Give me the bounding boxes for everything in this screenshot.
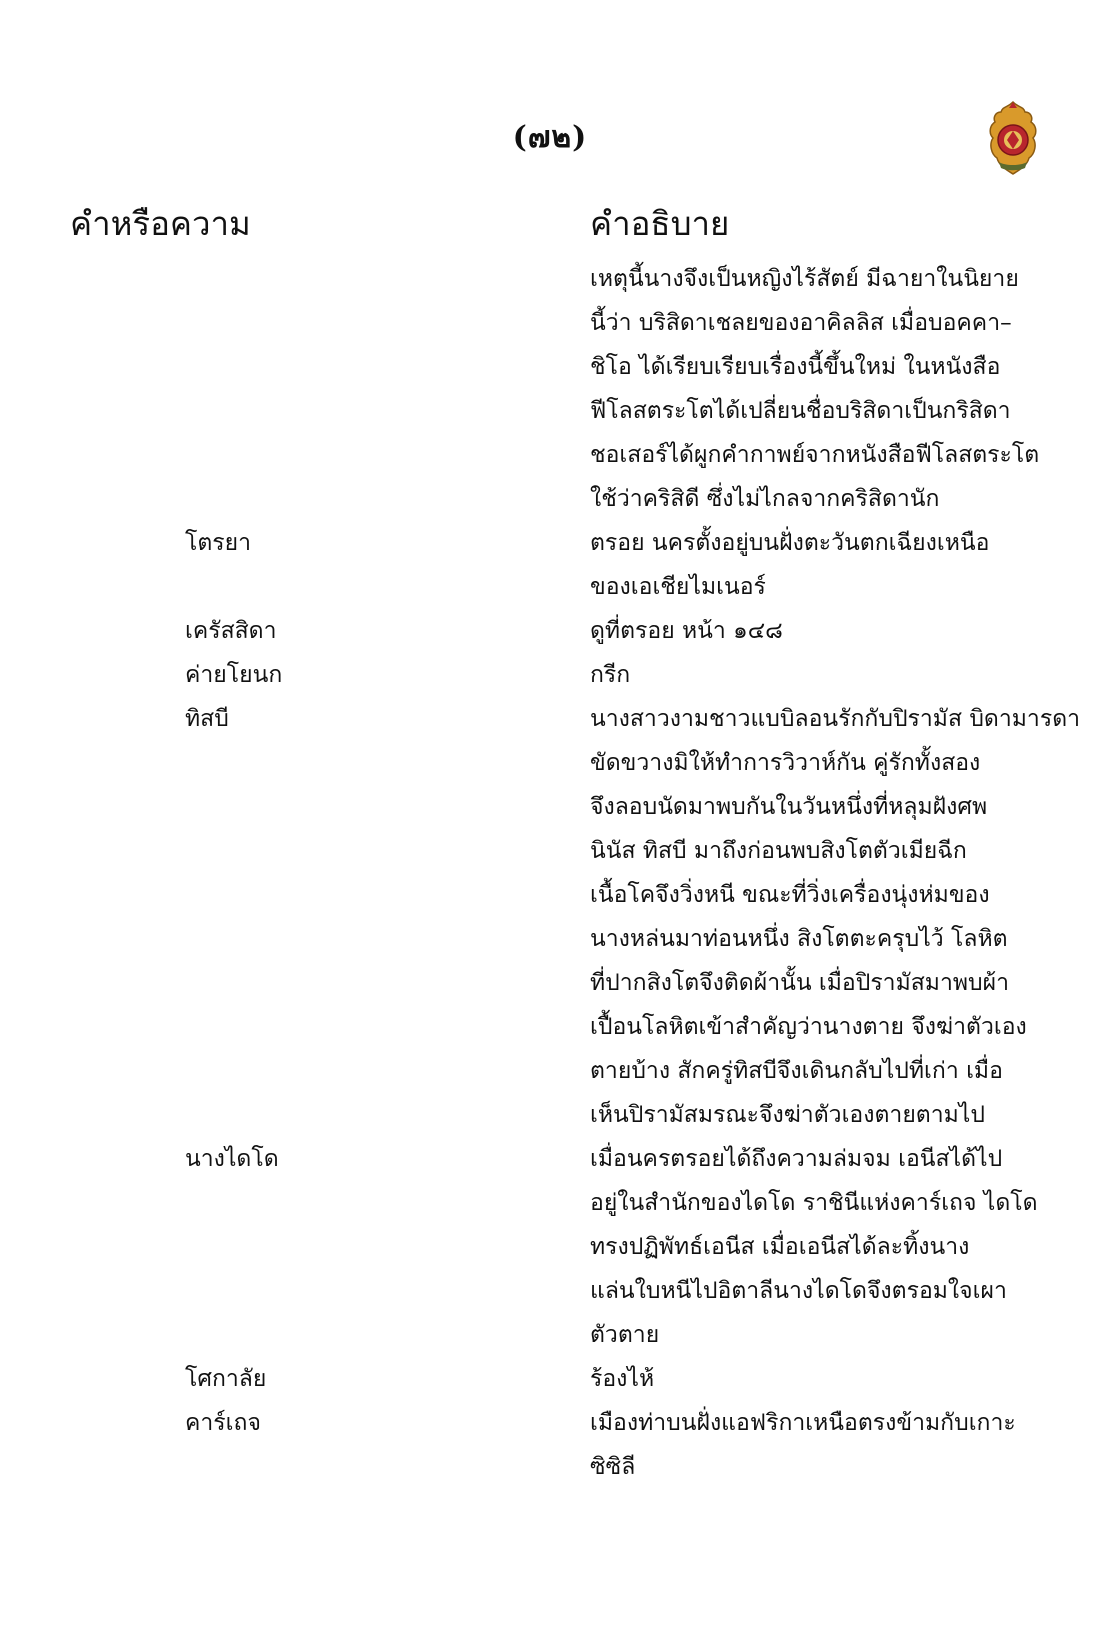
glossary-term: คาร์เถจ — [185, 1410, 261, 1436]
glossary-term: โตรยา — [185, 530, 252, 556]
definition-line: เมืองท่าบนฝั่งแอฟริกาเหนือตรงข้ามกับเกาะ — [590, 1410, 1016, 1436]
definition-line: อยู่ในสำนักของไดโด ราชินีแห่งคาร์เถจ ไดโด — [590, 1190, 1038, 1216]
definition-line: เมื่อนครตรอยได้ถึงความล่มจม เอนีสได้ไป — [590, 1146, 1003, 1172]
glossary-entry — [0, 1137, 1100, 1357]
glossary-term: ทิสบี — [185, 706, 229, 732]
definition-line: ฟีโลสตระโตได้เปลี่ยนชื่อบริสิดาเป็นกริสิดา — [590, 398, 1011, 424]
glossary-definition — [590, 609, 1030, 653]
definition-line: จึงลอบนัดมาพบกันในวันหนึ่งที่หลุมฝังศพ — [590, 794, 988, 820]
explanation-column-header: คำอธิบาย — [590, 204, 730, 243]
glossary-term: นางไดโด — [185, 1146, 279, 1172]
definition-line: เห็นปิรามัสมรณะจึงฆ่าตัวเองตายตามไป — [590, 1102, 985, 1128]
glossary-entry — [0, 609, 1100, 653]
definition-line: นางหล่นมาท่อนหนึ่ง สิงโตตะครุบไว้ โลหิต — [590, 926, 1008, 952]
glossary-term: โศกาลัย — [185, 1366, 267, 1392]
glossary-definition — [590, 1137, 1038, 1357]
glossary-term: ค่ายโยนก — [185, 662, 283, 688]
definition-line: แล่นใบหนีไปอิตาลีนางไดโดจึงตรอมใจเผา — [590, 1278, 1007, 1304]
definition-line: เนื้อโคจึงวิ่งหนี ขณะที่วิ่งเครื่องนุ่งห่มของ — [590, 882, 990, 908]
definition-line: ตายบ้าง สักครู่ทิสบีจึงเดินกลับไปที่เก่า เมื่อ — [590, 1058, 1003, 1084]
glossary-definition — [590, 257, 1040, 521]
definition-line: ซิซิลี — [590, 1454, 636, 1480]
glossary-entry — [0, 1357, 1100, 1401]
definition-line: ใช้ว่าคริสิดี ซึ่งไม่ไกลจากคริสิดานัก — [590, 486, 940, 512]
glossary-term: เครัสสิดา — [185, 618, 277, 644]
glossary-entry — [0, 521, 1100, 609]
glossary-list — [0, 257, 1100, 1489]
glossary-entry — [0, 1401, 1100, 1489]
glossary-entry — [0, 257, 1100, 521]
definition-line: นี้ว่า บริสิดาเชลยของอาคิลลิส เมื่อบอคคา– — [590, 310, 1012, 336]
definition-line: ชิโอ ได้เรียบเรียบเรื่องนี้ขึ้นใหม่ ในหนังสือ — [590, 354, 1001, 380]
definition-line: ตรอย นครตั้งอยู่บนฝั่งตะวันตกเฉียงเหนือ — [590, 530, 990, 556]
definition-line: ของเอเชียไมเนอร์ — [590, 574, 766, 600]
definition-line: ร้องไห้ — [590, 1366, 655, 1392]
definition-line: นางสาวงามชาวแบบิลอนรักกับปิรามัส บิดามารดา — [590, 706, 1081, 732]
definition-line: เหตุนี้นางจึงเป็นหญิงไร้สัตย์ มีฉายาในนิยาย — [590, 266, 1019, 292]
glossary-definition — [590, 697, 1081, 1137]
definition-line: ขัดขวางมิให้ทำการวิวาห์กัน คู่รักทั้งสอง — [590, 750, 981, 776]
term-column-header: คำหรือความ — [70, 204, 251, 243]
glossary-definition — [590, 1357, 1030, 1401]
definition-line: ดูที่ตรอย หน้า ๑๔๘ — [590, 618, 783, 644]
definition-line: ชอเสอร์ได้ผูกคำกาพย์จากหนังสือฟีโลสตระโต — [590, 442, 1040, 468]
definition-line: ตัวตาย — [590, 1322, 660, 1348]
definition-line: ที่ปากสิงโตจึงติดผ้านั้น เมื่อปิรามัสมาพบผ้า — [590, 970, 1010, 996]
glossary-definition — [590, 521, 1030, 609]
definition-line: นินัส ทิสบี มาถึงก่อนพบสิงโตตัวเมียฉีก — [590, 838, 967, 864]
definition-line: ทรงปฏิพัทธ์เอนีส เมื่อเอนีสได้ละทิ้งนาง — [590, 1234, 970, 1260]
glossary-entry — [0, 653, 1100, 697]
page-number: (๗๒) — [512, 120, 588, 155]
definition-line: เปื้อนโลหิตเข้าสำคัญว่านางตาย จึงฆ่าตัวเอง — [590, 1014, 1027, 1040]
ministry-seal-icon — [985, 100, 1041, 176]
definition-line: กรีก — [590, 662, 631, 688]
glossary-definition — [590, 1401, 1030, 1489]
glossary-entry — [0, 697, 1100, 1137]
glossary-definition — [590, 653, 1030, 697]
